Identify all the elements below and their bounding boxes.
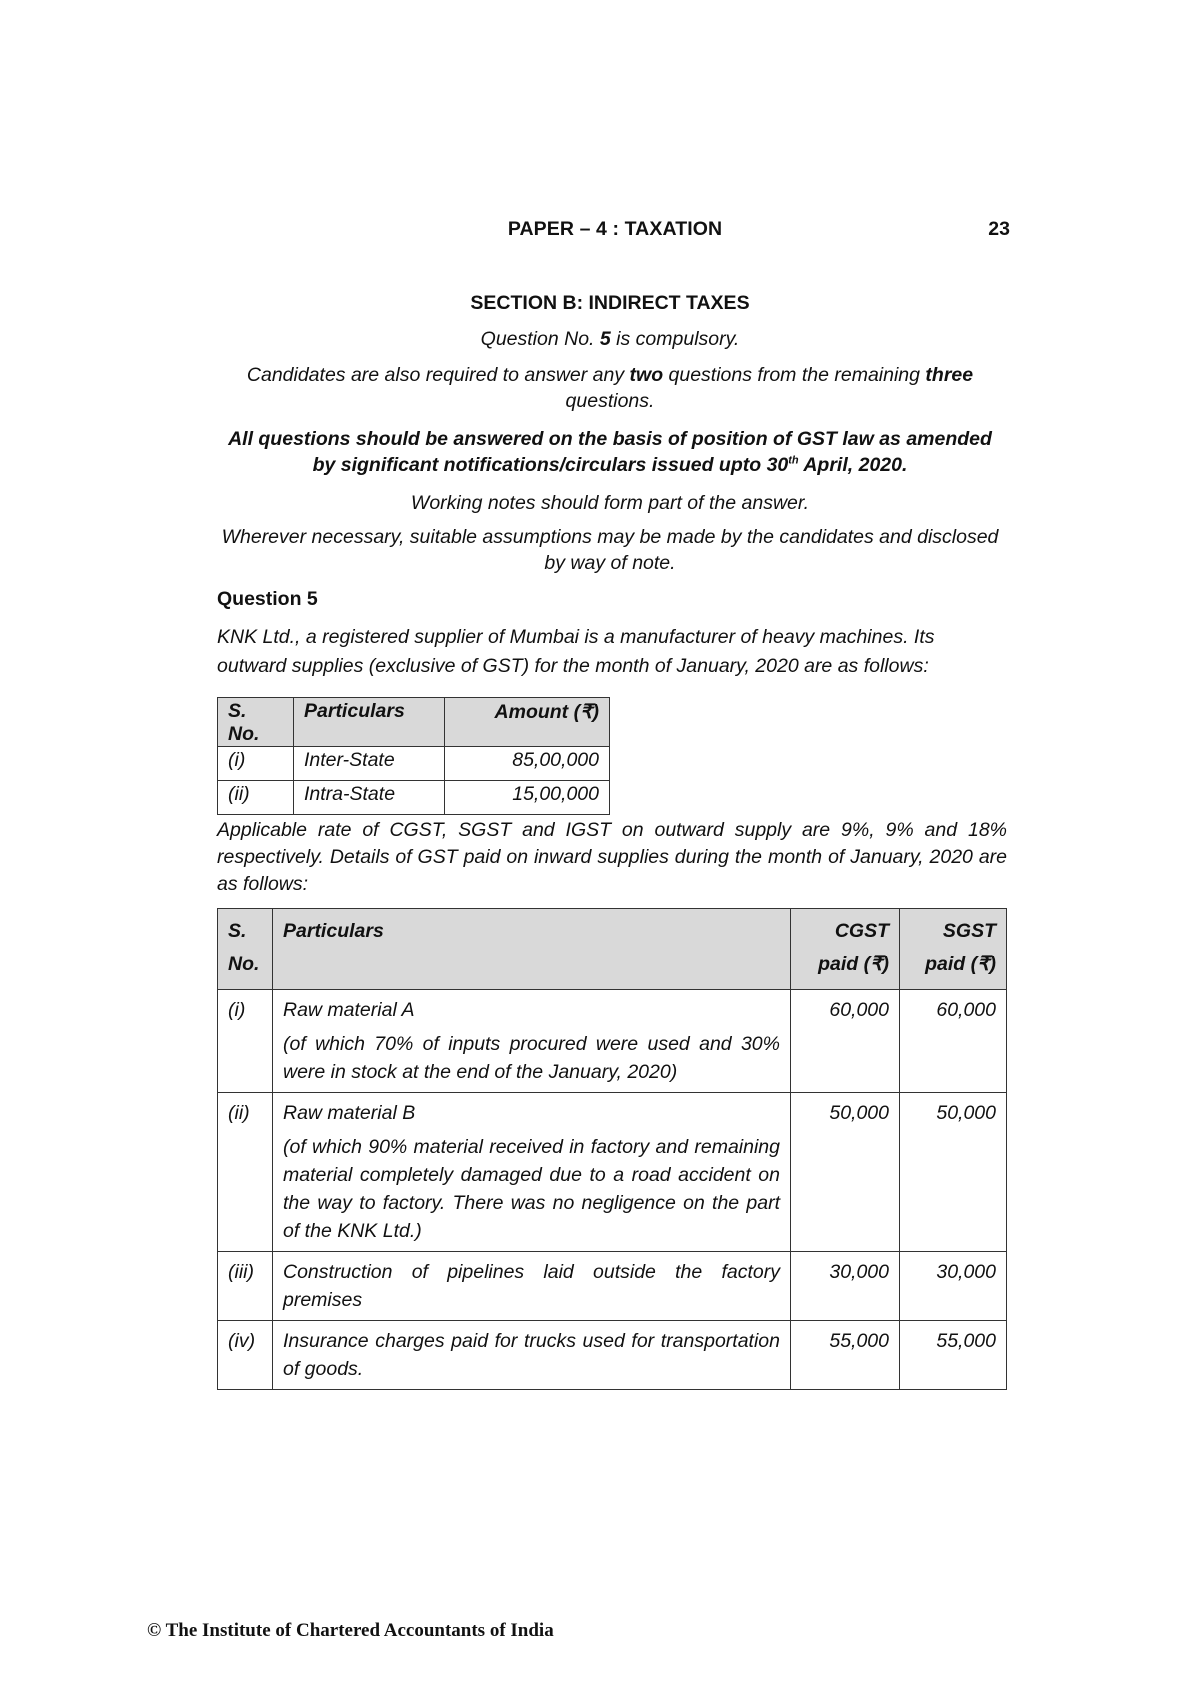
table-header-row xyxy=(218,698,610,747)
particulars-main: Raw material A xyxy=(283,999,415,1021)
page-number: 23 xyxy=(988,218,1010,240)
cell-sno: (ii) xyxy=(218,781,294,815)
cell-particulars: Construction of pipelines laid outside the factory premises xyxy=(273,1252,791,1321)
cell-cgst: 60,000 xyxy=(791,990,900,1093)
table-row xyxy=(218,990,1007,1093)
section-title: SECTION B: INDIRECT TAXES xyxy=(470,292,750,314)
cell-sgst: 55,000 xyxy=(900,1321,1007,1390)
cell-sno: (iii) xyxy=(218,1252,273,1321)
table-row xyxy=(218,1252,1007,1321)
cell-particulars xyxy=(273,1093,791,1252)
cell-amount: 15,00,000 xyxy=(445,781,610,815)
table-row xyxy=(218,781,610,815)
instruction-text: questions from the remaining xyxy=(663,364,926,386)
cell-sgst: 60,000 xyxy=(900,990,1007,1093)
instruction-text: Question No. xyxy=(480,328,600,350)
header-text: SGST xyxy=(942,920,996,942)
particulars-main: Raw material B xyxy=(283,1102,416,1124)
outward-supplies-table xyxy=(217,697,610,815)
column-header-sno xyxy=(218,909,273,990)
question-intro: KNK Ltd., a registered supplier of Mumbai is a manufacturer of heavy machines. Its outward supplies (exclusive of GST) for the month of January, 2020 are as follows: xyxy=(217,626,935,677)
cell-particulars: Insurance charges paid for trucks used for transportation of goods. xyxy=(273,1321,791,1390)
column-header: Particulars xyxy=(294,698,445,747)
cell-amount: 85,00,000 xyxy=(445,747,610,781)
header-text: S. xyxy=(228,920,247,942)
table-row xyxy=(218,1093,1007,1252)
cell-cgst: 30,000 xyxy=(791,1252,900,1321)
instruction-compulsory xyxy=(215,326,1005,352)
instruction-text: is compulsory. xyxy=(610,328,740,350)
instruction-text: All questions should be answered on the basis of position of GST law as amended by significant notifications/circulars issued upto 30 xyxy=(228,428,992,476)
column-header-cgst xyxy=(791,909,900,990)
instruction-emphasis: 5 xyxy=(599,328,611,350)
cell-sgst: 50,000 xyxy=(900,1093,1007,1252)
instruction-emphasis: three xyxy=(925,364,974,386)
cell-sno: (iv) xyxy=(218,1321,273,1390)
column-header: S. No. xyxy=(218,698,294,747)
cell-sgst: 30,000 xyxy=(900,1252,1007,1321)
instruction-choice xyxy=(215,362,1005,414)
table-row xyxy=(218,1321,1007,1390)
cell-particulars: Inter-State xyxy=(294,747,445,781)
page-title: PAPER – 4 : TAXATION xyxy=(507,218,723,240)
header-text: paid (₹) xyxy=(925,953,996,975)
footer-copyright: © The Institute of Chartered Accountants of India xyxy=(147,1620,554,1641)
header-text: Particulars xyxy=(283,920,384,942)
column-header: Amount (₹) xyxy=(445,698,610,747)
instruction-text: Candidates are also required to answer any xyxy=(246,364,630,386)
cell-cgst: 55,000 xyxy=(791,1321,900,1390)
particulars-note: (of which 70% of inputs procured were used and 30% were in stock at the end of the January, 2020) xyxy=(283,1033,780,1083)
superscript: th xyxy=(788,454,799,467)
cell-particulars xyxy=(273,990,791,1093)
cell-cgst: 50,000 xyxy=(791,1093,900,1252)
header-text: CGST xyxy=(834,920,889,942)
cell-sno: (i) xyxy=(218,990,273,1093)
instruction-text: questions. xyxy=(565,390,655,412)
instruction-text: April, 2020. xyxy=(798,454,908,476)
instruction-assumptions: Wherever necessary, suitable assumptions may be made by the candidates and disclosed by way of note. xyxy=(221,526,999,574)
inward-supplies-table xyxy=(217,908,1007,1390)
instruction-gst-law xyxy=(215,426,1005,478)
rate-text: Applicable rate of CGST, SGST and IGST on outward supply are 9%, 9% and 18% respectively. Details of GST paid on inward supplies during the month of January, 2020 are as follows: xyxy=(217,819,1007,895)
cell-sno: (i) xyxy=(218,747,294,781)
instruction-emphasis: two xyxy=(629,364,664,386)
table-header-row xyxy=(218,909,1007,990)
column-header-sgst xyxy=(900,909,1007,990)
question-heading: Question 5 xyxy=(217,588,318,610)
instruction-working-notes: Working notes should form part of the answer. xyxy=(410,492,810,514)
particulars-note: (of which 90% material received in factory and remaining material completely damaged due to a road accident on the way to factory. There was no negligence on the part of the KNK Ltd.) xyxy=(283,1136,780,1242)
cell-sno: (ii) xyxy=(218,1093,273,1252)
header-text: No. xyxy=(228,953,260,975)
column-header-particulars xyxy=(273,909,791,990)
table-row xyxy=(218,747,610,781)
cell-particulars: Intra-State xyxy=(294,781,445,815)
header-text: paid (₹) xyxy=(818,953,889,975)
